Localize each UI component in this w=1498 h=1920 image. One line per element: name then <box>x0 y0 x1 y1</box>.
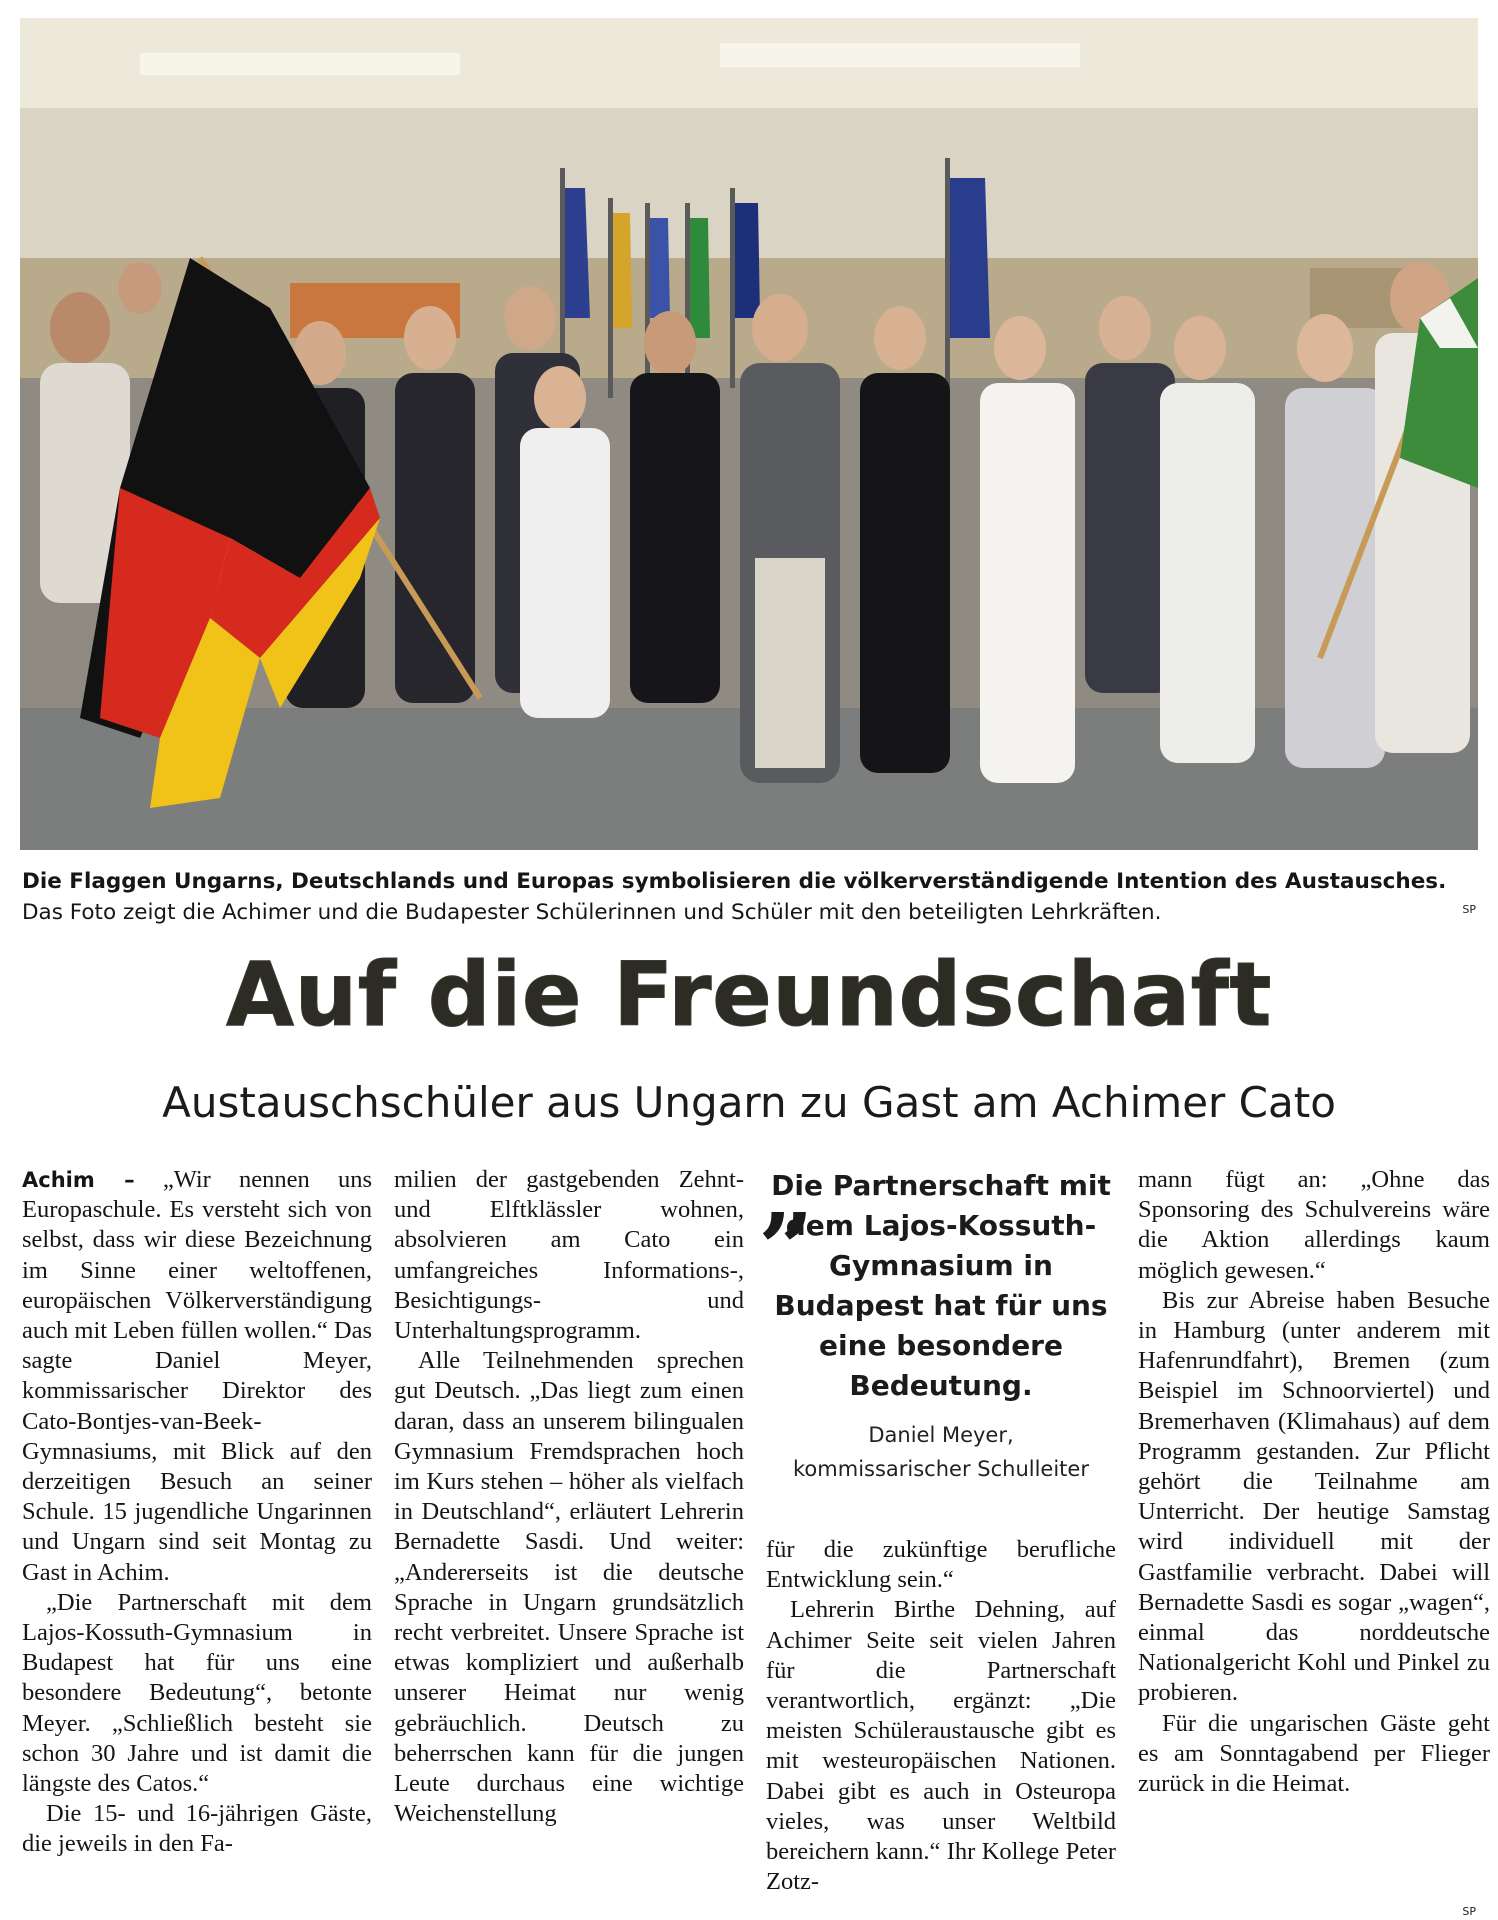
article-column-4 <box>1138 1165 1490 1799</box>
subheadline: Austauschschüler aus Ungarn zu Gast am Achimer Cato <box>162 1078 1336 1127</box>
caption-bold: Die Flaggen Ungarns, Deutschlands und Europas symbolisieren die völkerverständigende Intention des Austausches. <box>22 869 1447 894</box>
quote-author-role: kommissarischer Schulleiter <box>793 1457 1089 1481</box>
article-column-2 <box>394 1165 744 1829</box>
paragraph: Für die ungarischen Gäste geht es am Sonntagabend per Flieger zurück in die Heimat. <box>1138 1709 1490 1798</box>
paragraph: für die zukünftige berufliche Entwicklung sein.“ <box>766 1536 1116 1594</box>
article-column-3 <box>766 1535 1116 1897</box>
paragraph: Die 15- und 16-jährigen Gäste, die jeweils in den Fa- <box>22 1800 372 1858</box>
quote-author <box>760 1418 1122 1486</box>
dateline: Achim – <box>22 1168 135 1192</box>
pull-quote <box>760 1137 1122 1486</box>
paragraph: milien der gastgebenden Zehnt- und Elftklässler wohnen, absolvieren am Cato ein umfangreiches Informations-, Besichtigungs- und Unterhaltungsprogramm. <box>394 1166 744 1345</box>
quote-author-name: Daniel Meyer, <box>868 1423 1014 1447</box>
group-photo <box>20 18 1478 850</box>
caption-text: Das Foto zeigt die Achimer und die Budapester Schülerinnen und Schüler mit den beteiligten Lehrkräften. <box>22 900 1162 925</box>
paragraph: „Die Partnerschaft mit dem Lajos-Kossuth-Gymnasium in Budapest hat für uns eine besondere Bedeutung“, betonte Meyer. „Schließlich besteht sie schon 30 Jahre und ist damit die längste des Catos.“ <box>22 1588 372 1798</box>
paragraph: Bis zur Abreise haben Besuche in Hamburg (unter anderem mit Hafenrundfahrt), Bremen (zum Beispiel im Schnoorviertel) und Bremerhaven (Klimahaus) auf dem Programm gestanden. Zur Pflicht gehört die Teilnahme am Unterricht. Der heutige Samstag wird individuell mit der Gastfamilie verbracht. Dabei will Bernadette Sasdi es sogar „wagen“, einmal das norddeutsche Nationalgericht Kohl und Pinkel zu probieren. <box>1138 1286 1490 1707</box>
photo-caption <box>22 866 1472 928</box>
photo-credit: SP <box>1462 903 1476 916</box>
quote-mark-icon: „ <box>760 1137 816 1250</box>
article-credit: SP <box>1462 1905 1476 1918</box>
paragraph <box>22 1165 372 1588</box>
headline: Auf die Freundschaft <box>226 943 1272 1046</box>
paragraph: Lehrerin Birthe Dehning, auf Achimer Seite seit vielen Jahren für die Partnerschaft verantwortlich, ergänzt: „Die meisten Schüleraustausche gibt es mit westeuropäischen Nationen. Dabei gibt es auch in Osteuropa vieles, was unser Weltbild bereichern kann.“ Ihr Kollege Peter Zotz- <box>766 1596 1116 1896</box>
paragraph: mann fügt an: „Ohne das Sponsoring des Schulvereins wäre die Aktion allerdings kaum möglich gewesen.“ <box>1138 1166 1490 1284</box>
group-photo-illustration <box>20 18 1478 850</box>
paragraph-text: „Wir nennen uns Europaschule. Es versteht sich von selbst, dass wir diese Bezeichnung im Sinne einer weltoffenen, europäischen Völkerverständigung auch mit Leben füllen wollen.“ Das sagte Daniel Meyer, kommissarischer Direktor des Cato-Bontjes-van-Beek-Gymnasiums, mit Blick auf den derzeitigen Besuch an seiner Schule. 15 jugendliche Ungarinnen und Ungarn sind seit Montag zu Gast in Achim. <box>22 1166 372 1586</box>
paragraph: Alle Teilnehmenden sprechen gut Deutsch. „Das liegt zum einen daran, dass an unserem bilingualen Gymnasium Fremdsprachen hoch im Kurs stehen – höher als vielfach in Deutschland“, erläutert Lehrerin Bernadette Sasdi. Und weiter: „Andererseits ist die deutsche Sprache in Ungarn grundsätzlich recht verbreitet. Unsere Sprache ist etwas kompliziert und außerhalb unserer Heimat nur wenig gebräuchlich. Deutsch zu beherrschen kann für die jungen Leute durchaus eine wichtige Weichenstellung <box>394 1347 744 1828</box>
article-column-1 <box>22 1165 372 1860</box>
quote-text: Die Partnerschaft mit dem Lajos-Kossuth-Gymnasium in Budapest hat für uns eine besondere Bedeutung. <box>771 1169 1111 1402</box>
